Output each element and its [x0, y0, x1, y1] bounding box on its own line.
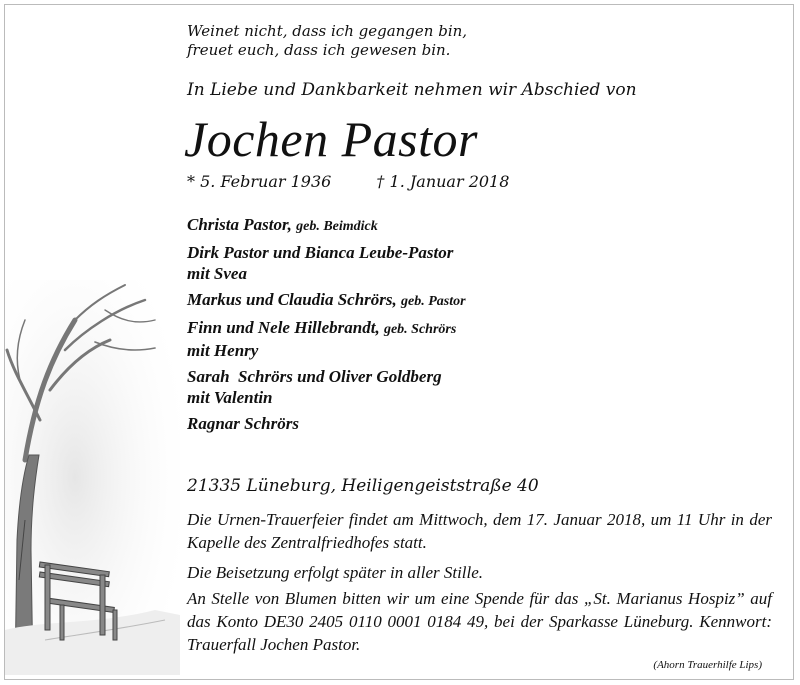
death-date: † 1. Januar 2018 [376, 172, 510, 191]
mourner-entry [187, 317, 466, 361]
mourner-entry [187, 366, 466, 408]
mourner-entry [187, 242, 466, 284]
mourner-name: Dirk Pastor und Bianca Leube-Pastor [187, 243, 454, 262]
mourner-name: Christa Pastor, [187, 215, 292, 234]
burial-paragraph: Die Beisetzung erfolgt später in aller Stille. [187, 563, 484, 582]
mourners-list [187, 214, 466, 439]
tree-bench-illustration [5, 280, 180, 675]
family-address: 21335 Lüneburg, Heiligengeiststraße 40 [187, 476, 539, 496]
mourner-entry [187, 413, 466, 434]
ceremony-paragraph: Die Urnen-Trauerfeier findet am Mittwoch, dem 17. Januar 2018, um 11 Uhr in der Kapelle des Zentralfriedhofes statt. [187, 510, 772, 552]
motto-line-1: Weinet nicht, dass ich gegangen bin, [187, 22, 468, 40]
mourner-note: geb. Beimdick [296, 219, 378, 234]
mourner-child: mit Svea [187, 264, 247, 283]
mourner-name: Markus und Claudia Schrörs, [187, 290, 397, 309]
mourner-child: mit Valentin [187, 388, 273, 407]
motto-line-2: freuet euch, dass ich gewesen bin. [187, 41, 451, 59]
deceased-name: Jochen Pastor [184, 111, 478, 167]
mourner-note: geb. Pastor [401, 294, 466, 309]
farewell-intro: In Liebe und Dankbarkeit nehmen wir Abschied von [187, 80, 637, 100]
birth-date: * 5. Februar 1936 [187, 172, 332, 191]
life-dates [187, 172, 509, 191]
mourner-note: geb. Schrörs [383, 322, 457, 337]
mourner-name: Sarah Schrörs und Oliver Goldberg [187, 367, 442, 386]
mourner-child: mit Henry [187, 341, 259, 360]
motto [187, 22, 467, 60]
mourner-name: Finn und Nele Hillebrandt, [187, 318, 380, 337]
mourner-entry [187, 214, 466, 237]
mourner-entry [187, 289, 466, 312]
donation-paragraph: An Stelle von Blumen bitten wir um eine Spende für das „St. Marianus Hospiz” auf das Konto DE30 2405 0110 0001 0184 49, bei der Sparkasse Lüneburg. Kennwort: Trauerfall Jochen Pastor. [187, 589, 772, 654]
mourner-name: Ragnar Schrörs [187, 414, 299, 433]
funeral-home-credit: (Ahorn Trauerhilfe Lips) [653, 659, 762, 671]
